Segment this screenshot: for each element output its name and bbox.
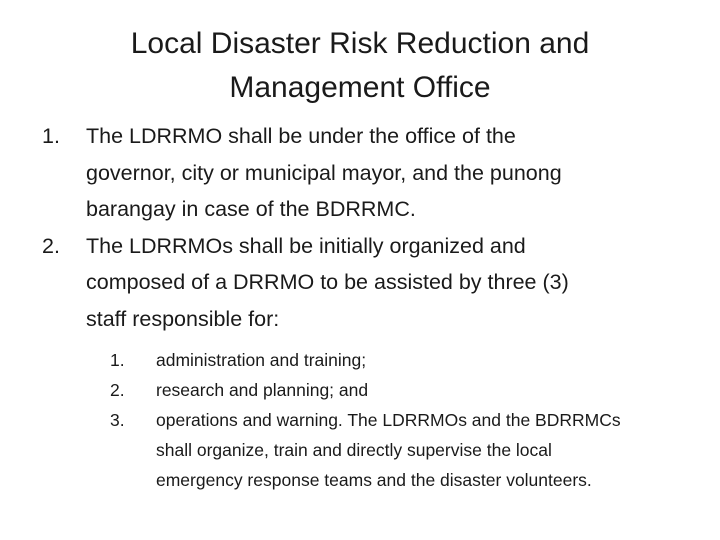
list-item-text-line: staff responsible for: xyxy=(86,306,280,331)
list-item xyxy=(42,228,682,496)
main-list xyxy=(42,118,682,495)
sub-list-item xyxy=(110,345,682,375)
list-item-text-line: The LDRRMOs shall be initially organized and xyxy=(86,233,526,258)
list-item-text-line: barangay in case of the BDRRMC. xyxy=(86,197,416,221)
list-item-text-line: governor, city or municipal mayor, and the punong xyxy=(86,160,562,185)
sub-list-item xyxy=(110,405,682,495)
list-item-text-line: composed of a DRRMO to be assisted by three (3) xyxy=(86,270,569,294)
title-line-2: Management Office xyxy=(229,71,491,104)
sub-list-item-text-line: emergency response teams and the disaster volunteers. xyxy=(156,470,592,490)
title-line-1: Local Disaster Risk Reduction and xyxy=(130,27,590,60)
slide-title xyxy=(60,22,660,110)
sub-list-item-text-line: administration and training; xyxy=(156,350,367,370)
sub-list-item-text-line: research and planning; and xyxy=(156,380,369,400)
sub-list-item-text-line: shall organize, train and directly supervise the local xyxy=(156,440,552,460)
sub-list xyxy=(110,345,682,495)
sub-list-item-text-line: operations and warning. The LDRRMOs and the BDRRMCs xyxy=(156,410,621,430)
sub-list-item-number: 3. xyxy=(110,410,125,430)
list-item xyxy=(42,118,682,228)
sub-list-item-number: 1. xyxy=(110,350,125,370)
sub-list-item xyxy=(110,375,682,405)
list-item-number: 2. xyxy=(42,233,60,258)
list-item-text-line: The LDRRMO shall be under the office of the xyxy=(86,124,516,148)
sub-list-item-number: 2. xyxy=(110,380,125,400)
list-item-number: 1. xyxy=(42,124,60,148)
